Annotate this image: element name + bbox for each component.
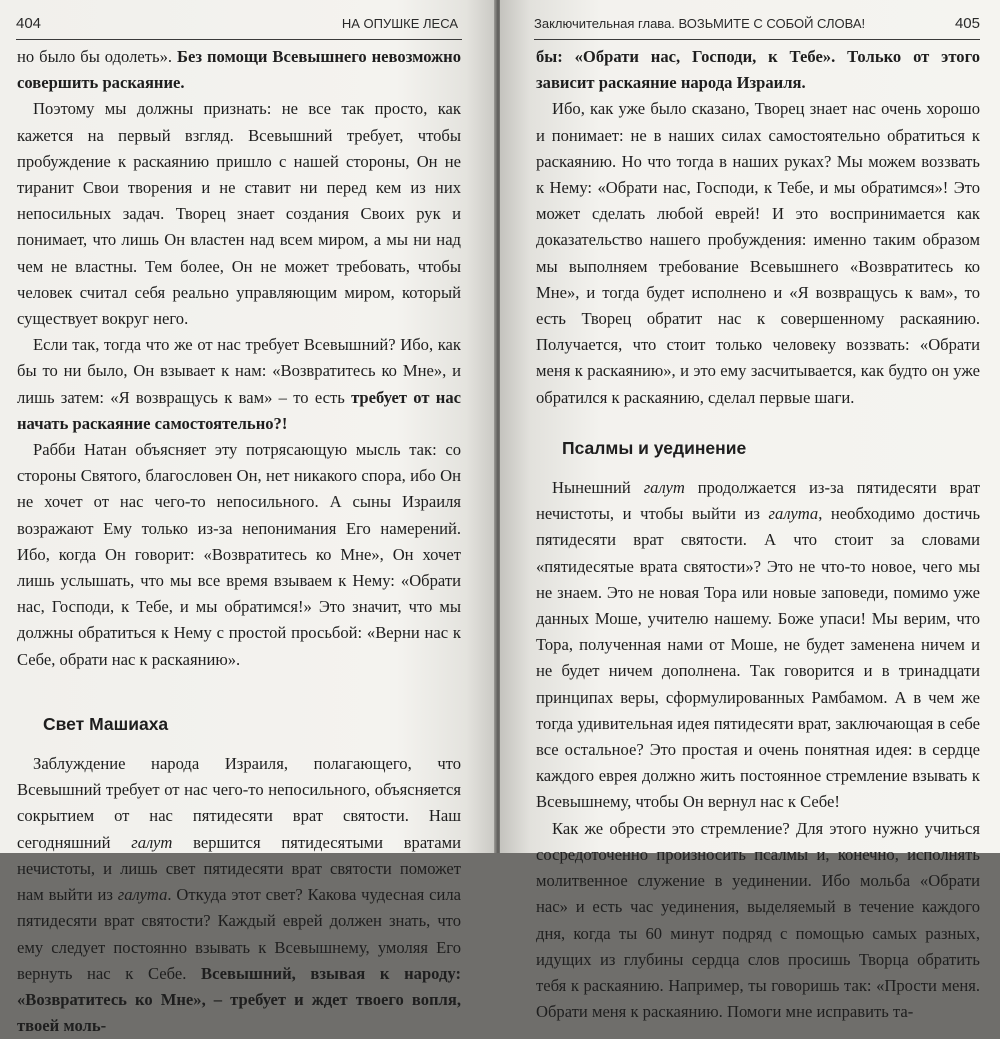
paragraph [17, 44, 461, 96]
section-title: Псалмы и уединение [562, 437, 747, 458]
text-run: но было бы одолеть». [17, 47, 177, 66]
paragraph [17, 751, 461, 1039]
left-page-number: 404 [16, 15, 42, 32]
paragraph [536, 96, 980, 410]
italic-run: галута [117, 885, 168, 905]
bold-run: требует от нас начать раскаяние самостоятельно?! [17, 387, 461, 433]
paragraph [536, 816, 980, 1026]
paragraph [536, 475, 980, 816]
text-run: Если так, тогда что же от нас требует Всевышний? Ибо, как бы то ни было, Он взывает к нам: «Возвратитесь ко Мне», и лишь затем: «Я возвращусь к вам» – то есть [17, 335, 461, 407]
left-page [0, 0, 496, 1036]
text-run: Ибо, как уже было сказано, Творец знает нас очень хорошо и понимает: не в наших силах самостоятельно обратиться к раскаянию. Но что тогда в наших руках? Мы можем воззвать к Нему: «Обрати нас, Господи, к Тебе, и мы обратимся»! Это может сделать любой еврей! И это воспринимается как доказательство нашего пробуждения: именно таким образом мы выполняем требование Всевышнего «Возвратитесь ко Мне», и тогда будет исполнено и «Я возвращусь к вам», то есть Творец обратит нас к совершенному раскаянию. Получается, что стоит только человеку воззвать: «Обрати меня к раскаянию», и это ему засчитывается, как будто он уже обратился к раскаянию, сделал первые шаги. [536, 99, 980, 407]
right-running-head: Заключительная глава. ВОЗЬМИТЕ С СОБОЙ СЛОВА! [534, 16, 866, 31]
text-run: вершится пятидесятыми вратами нечистоты, и лишь свет пятидесяти врат святости поможет нам выйти из [17, 832, 461, 905]
bold-run: Всевышний, взывая к народу: «Возвратитесь ко Мне», – требует и ждет твоего вопля, твоей моль- [17, 963, 461, 1036]
paragraph [536, 44, 980, 96]
text-run: , необходимо достичь пятидесяти врат святости. А что стоит за словами «пятидесятые врата святости»? Это не что-то новое, чего мы не знаем. Это не новая Тора или новые заповеди, помимо уже данных Моше, учителю нашему. Боже упаси! Мы верим, что Тора, полученная нами от Моше, не будет заменена ничем и не будет ничем дополнена. Так говорится и в тринадцати принципах веры, сформулированных Рамбамом. А в чем же тогда удивительная идея пятидесяти врат, заключающая в себе все остальное? Это простая и очень понятная идея: в сердце каждого еврея должно жить постоянное стремление взывать к Всевышнему, чтобы Он вернул нас к Себе! [536, 504, 981, 812]
right-body-text [536, 44, 980, 1025]
right-header-rule [534, 39, 980, 40]
right-page [500, 0, 1000, 1022]
paragraph [17, 437, 461, 673]
right-page-number: 405 [954, 15, 980, 32]
text-run: продолжается из-за пятидесяти врат нечистоты, и чтобы выйти из [536, 478, 980, 524]
bold-run: бы: «Обрати нас, Господи, к Тебе». Только от этого зависит раскаяние народа Израиля. [536, 47, 980, 93]
text-run: Заблуждение народа Израиля, полагающего, что Всевышний требует от нас чего-то непосильного, объясняется сокрытием от нас пятидесяти врат святости. Наш сегодняшний [17, 754, 461, 852]
bold-run: Без помощи Всевышнего невозможно совершить раскаяние. [17, 47, 461, 93]
left-body-text [17, 44, 461, 1039]
left-running-head: НА ОПУШКЕ ЛЕСА [341, 16, 458, 31]
text-run: Рабби Натан объясняет эту потрясающую мысль так: со стороны Святого, благословен Он, нет никакого спора, ибо Он не хочет от нас чего-то непосильного. А сыны Израиля возражают Ему только из-за непонимания Его намерений. Ибо, когда Он говорит: «Возвратитесь ко Мне», Он хочет лишь услышать, что мы все время взываем к Нему: «Обрати нас, Господи, к Тебе, и мы обратимся!» Это значит, что мы должны обратиться к Нему с простой просьбой: «Верни нас к Себе, обрати нас к раскаянию». [17, 440, 461, 669]
section-title: Свет Машиаха [43, 713, 169, 734]
left-header-rule [16, 39, 462, 40]
paragraph [17, 96, 461, 332]
italic-run: галут [131, 832, 173, 852]
text-run: . Откуда этот свет? Какова чудесная сила пятидесяти врат святости? Каждый еврей должен знать, что ему следует постоянно взывать к Всевышнему, умоляя Его вернуть нас к Себе. [17, 885, 461, 983]
text-run: Нынешний [552, 478, 644, 498]
italic-run: галута [768, 504, 819, 524]
text-run: Как же обрести это стремление? Для этого нужно учиться сосредоточенно произносить псалмы и, конечно, исполнять молитвенное служение в уединении. Ибо мольба «Обрати нас» и есть час уединения, выделяемый в течение каждого дня, когда ты 60 минут подряд с помощью самых разных, идущих из глубины сердца слов просишь Творца обратить тебя к раскаянию. Например, ты говоришь так: «Прости меня. Обрати меня к раскаянию. Помоги мне исправить та- [536, 818, 980, 1022]
italic-run: галут [643, 478, 685, 498]
paragraph [17, 332, 461, 437]
text-run: Поэтому мы должны признать: не все так просто, как кажется на первый взгляд. Всевышний требует, чтобы пробуждение к раскаянию пришло с нашей стороны, Он не тиранит Свои творения и не ставит ни перед кем из них непосильных задач. Творец знает создания Своих рук и понимает, что лишь Он властен над всем миром, а мы ни над чем не властны. Тем более, Он не может требовать, чтобы человек считал себя реально управляющим миром, который существует вокруг него. [17, 99, 461, 329]
